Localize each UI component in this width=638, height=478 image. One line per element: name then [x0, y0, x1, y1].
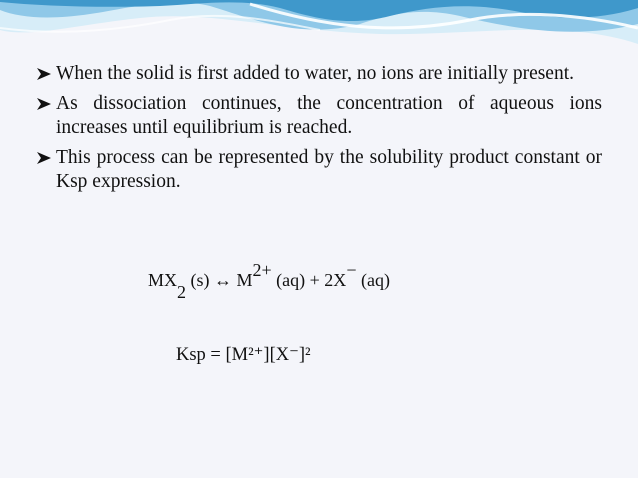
- bullet-item: [36, 92, 602, 140]
- dissociation-equation: [148, 260, 390, 302]
- equation-lhs-subscript: 2: [177, 282, 187, 302]
- header-wave-decoration: [0, 0, 638, 60]
- bullet-arrow-icon: [36, 97, 52, 111]
- bullet-arrow-icon: [36, 67, 52, 81]
- bullet-text: As dissociation continues, the concentration of aqueous ions increases until equilibrium is reached.: [56, 93, 602, 138]
- bullet-arrow-icon: [36, 151, 52, 165]
- bullet-text: When the solid is first added to water, no ions are initially present.: [56, 63, 575, 84]
- bullet-text: This process can be represented by the solubility product constant or Ksp expression.: [56, 147, 602, 192]
- ksp-expression: Ksp = [M²⁺][X⁻]²: [176, 345, 311, 365]
- bullet-list: [36, 62, 602, 200]
- bullet-item: [36, 62, 602, 86]
- equation-rhs-end: (aq): [360, 270, 390, 290]
- equation-lhs: MX: [148, 270, 178, 290]
- equation-lhs-state: (s) ↔ M: [190, 270, 253, 290]
- equation-anion-charge: −: [346, 260, 357, 280]
- equation-rhs-state: (aq) + 2X: [276, 270, 347, 290]
- equation-cation-charge: 2+: [252, 260, 272, 280]
- bullet-item: [36, 146, 602, 194]
